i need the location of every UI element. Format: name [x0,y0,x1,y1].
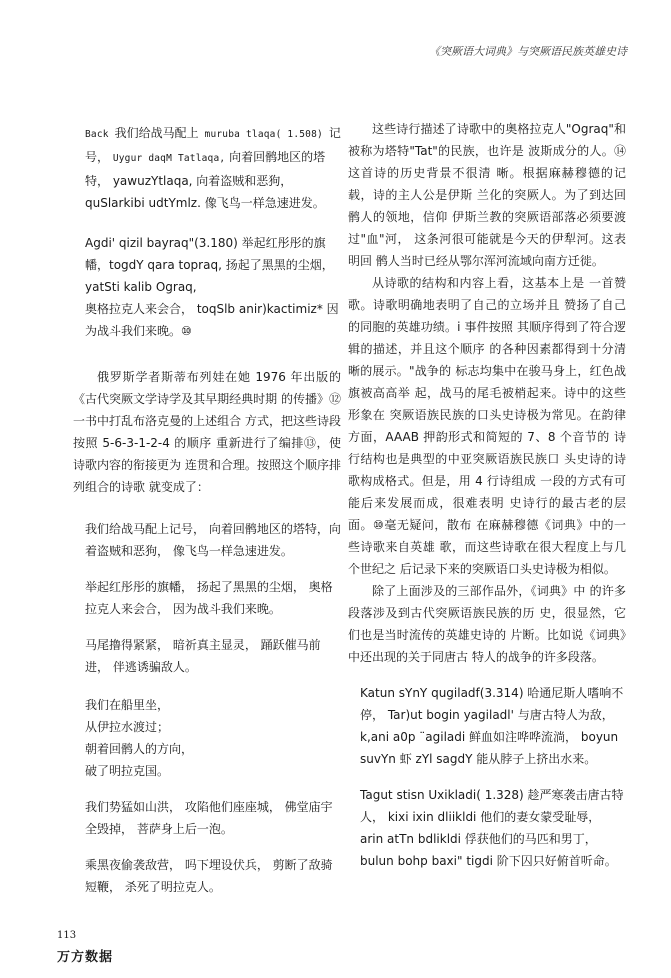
verse-block-1 [73,122,341,214]
stanza-4-line: 我们在船里坐， [85,698,170,712]
stanza-4 [73,694,341,782]
stanza-4-line: 从伊拉水渡过； [85,720,170,734]
verse-block-2b: 奥格拉克人来会合， toqSlb anir)kactimiz* 因为战斗我们来晚。⑩ [85,302,339,338]
verse-1-gloss-3: 向着回鹘地区的塔特， yawuzYtlaqa, 向着盗贼和恶狗，quSlarkibi udtYmlz. 像飞鸟一样急速进发。 [85,150,326,210]
brand-watermark: 万方数据 [57,950,114,965]
verse-1-gloss: 我们给战马配上 [114,126,199,140]
page-number: 113 [57,930,77,941]
stanza-2: 举起红彤彤的旗幡， 扬起了黑黑的尘烟， 奥格拉克人来会合， 因为战斗我们来晚。 [85,580,333,616]
verse-1-ref: muruba tlaqa( 1.508) [198,129,329,140]
verse-block-4: Tagut stisn Uxikladi( 1.328) 趁严寒袭击唐古特人， kixi ixin dliikldi 他们的妻女蒙受耻辱， arin atTn bdlikldi 俘获他们的马匹和男丁， bulun bohp baxi" tigdi 阶下囚只好俯首听命。 [360,788,624,868]
right-column [348,118,626,872]
verse-1-gloss-2: 记号， [85,126,341,164]
left-column [73,118,341,898]
verse-block-2: Agdi' qizil bayraq"(3.180) 举起红彤彤的旗幡，togdY qara topraq, 扬起了黑黑的尘烟， yatSti kalib Ograq, [85,236,334,294]
verse-1-transliteration: Back [85,129,115,140]
paragraph-structure: 从诗歌的结构和内容上看，这基本上是 一首赞歌。诗歌明确地表明了自己的立场并且 赞扬了自己的同胞的英雄功绩。i 事件按照 其顺序得到了符合逻辑的描述，并且这个顺序 的各种因素都得到十分清晰的展示。"战争的 标志均集中在骏马身上，红色战旗被高高举 起，战马的尾毛被梢起来。诗中的这些形象在 突厥语族民族的口头史诗极为常见。在韵律 方面，AAAB 押韵形式和简短的 7、8 个音节的 诗行结构也是典型的中亚突厥语族民族口 头史诗的诗歌构成格式。但是，用 4 行诗组成 一段的方式有可能后来发展而成，很难表明 史诗行的最古老的层面。⑩毫无疑问，散布 在麻赫穆德《词典》中的一些诗歌来自英雄 歌，而这些诗歌在很大程度上与几个世纪之 后记录下来的突厥语口头史诗极为相似。 [348,276,626,576]
paragraph-stebleva: 俄罗斯学者斯蒂布列娃在她 1976 年出版的《古代突厥文学诗学及其早期经典时期 的传播》⑫一书中打乱布洛克曼的上述组合 方式，把这些诗段按照 5-6-3-1-2-4 的顺序 重新进行了编排⑬，使诗歌内容的衔接更为 连贯和合理。按照这个顺序排列组合的诗歌 就变成了： [73,370,341,494]
stanza-5: 我们势猛如山洪， 攻陷他们座座城， 佛堂庙宇全毁掉， 菩萨身上后一泡。 [85,800,333,836]
stanza-4-line: 朝着回鹘人的方向， [85,742,194,756]
verse-block-3: Katun sYnY qugiladf(3.314) 哈通尼斯人嗜响不停， Tar)ut bogin yagiladl' 与唐古特人为敌，k,ani a0p ¨agiladi 鲜血如注哗哗流淌， boyun suvYn 虾 zYl sagdY 能从脖子上挤出水来。 [360,686,624,766]
stanza-3: 马尾撸得紧紧， 暗祈真主显灵， 踊跃催马前进， 伴逃诱骗敌人。 [85,638,321,674]
stanza-4-line: 破了明拉克国。 [85,764,170,778]
paragraph-ograq: 这些诗行描述了诗歌中的奥格拉克人"Ograq"和被称为塔特"Tat"的民族，也许是 波斯成分的人。⑭这首诗的历史背景不很清 晰。根据麻赫穆德的记载，诗的主人公是伊斯 兰化的突厥人。为了到达回鹘人的领地，信仰 伊斯兰教的突厥语部落必须要渡过"血"河， 这条河很可能就是今天的伊犁河。这表明回 鹘人当时已经从鄂尔浑河流域向南方迁徙。 [348,122,626,268]
running-header: 《突厥语大词典》与突厥语民族英雄史诗 [429,45,627,58]
verse-1-transliteration-2: Uygur daqM Tatlaqa, [112,153,226,164]
stanza-6: 乘黑夜偷袭敌营， 吗下埋设伏兵， 剪断了敌骑短鞭， 杀死了明拉克人。 [85,858,333,894]
paragraph-dictionary: 除了上面涉及的三部作品外，《词典》中 的许多段落涉及到古代突厥语族民族的历 史，很显然，它们也是当时流传的英雄史诗的 片断。比如说《词典》中还出现的关于同唐古 特人的战争的许多段落。 [348,584,626,664]
stanza-1: 我们给战马配上记号， 向着回鹘地区的塔特，向着盗贼和恶狗， 像飞鸟一样急速进发。 [85,522,341,558]
